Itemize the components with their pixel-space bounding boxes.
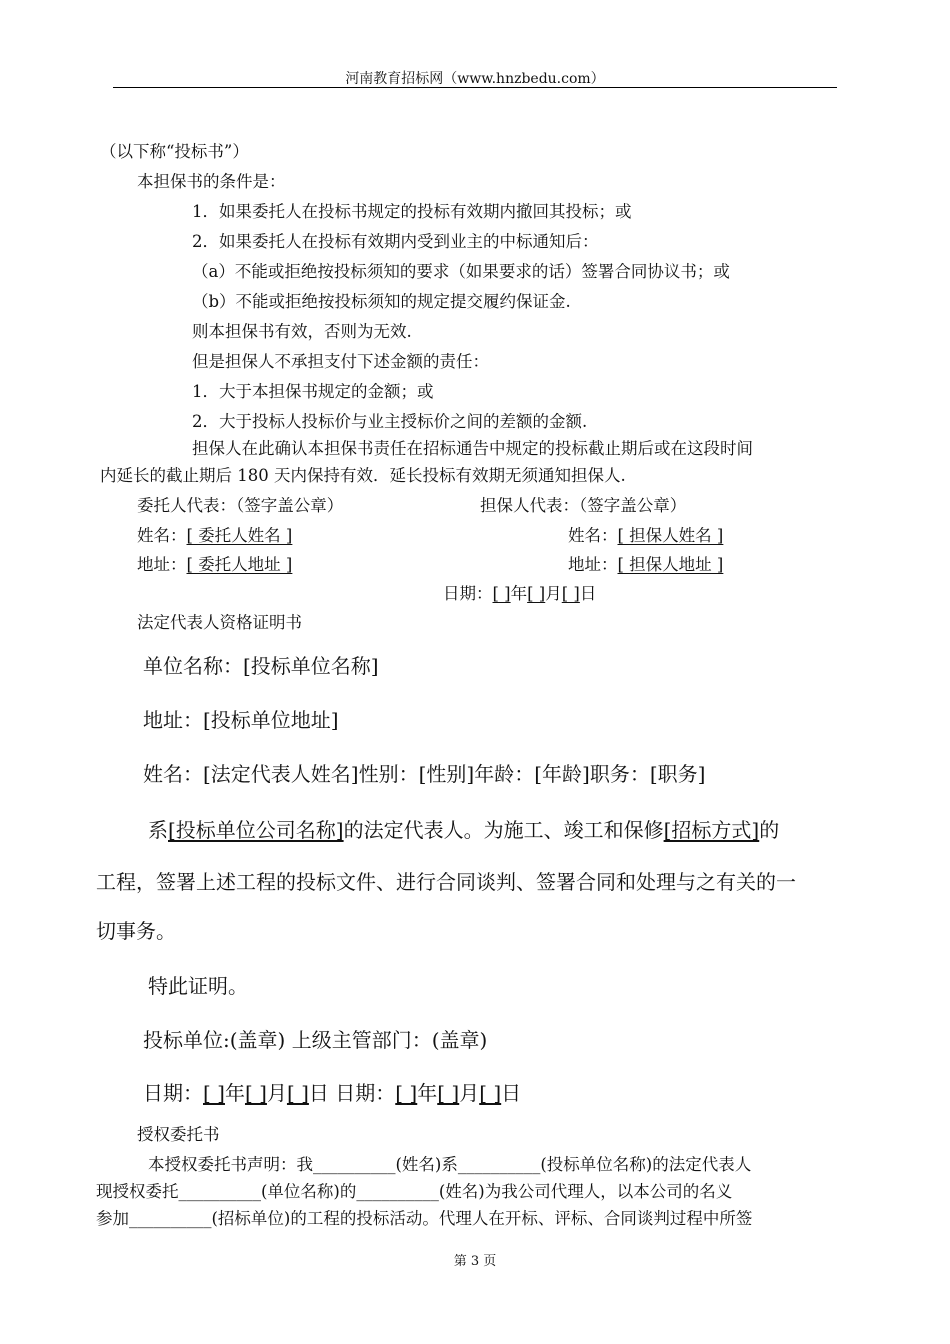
validity-text: 则本担保书有效，否则为无效.	[192, 322, 412, 341]
seals-line: 投标单位:(盖章) 上级主管部门：(盖章)	[143, 1028, 488, 1052]
month-blank: [ ]	[244, 1081, 267, 1105]
day-blank: [ ]	[286, 1081, 309, 1105]
person-info-line: 姓名：[法定代表人姓名]性别：[性别]年龄：[年龄]职务：[职务]	[143, 762, 706, 786]
year-blank-2: [ ]	[395, 1081, 418, 1105]
confirmation-line-1: 担保人在此确认本担保书责任在招标通告中规定的投标截止期后或在这段时间	[192, 439, 753, 458]
year-blank: [ ]	[492, 584, 511, 603]
guarantor-rep-label: 担保人代表：（签字盖公章）	[480, 496, 687, 515]
date-label: 日期：	[143, 1081, 203, 1105]
statement-middle: 的法定代表人。为施工、竣工和保修	[343, 818, 664, 842]
principal-address-row	[137, 551, 292, 575]
month-blank: [ ]	[527, 584, 546, 603]
address-label: 地址：	[137, 555, 187, 574]
guarantor-address-field: [ 担保人地址 ]	[617, 555, 724, 574]
authorization-line-2: 现授权委托__________(单位名称)的__________(姓名)为我公司代理人，以本公司的名义	[96, 1182, 733, 1201]
conditions-title: 本担保书的条件是：	[137, 172, 286, 191]
exclusion-title: 但是担保人不承担支付下述金额的责任：	[192, 352, 489, 371]
authorization-line-3: 参加__________(招标单位)的工程的投标活动。代理人在开标、评标、合同谈判过程中所签	[96, 1209, 753, 1228]
principal-name-field: [ 委托人姓名 ]	[186, 526, 293, 545]
condition-b: （b）不能或拒绝按投标须知的规定提交履约保证金.	[192, 292, 571, 311]
month-label: 月	[545, 584, 562, 603]
date-label: 日期：	[443, 584, 493, 603]
day-label: 日	[579, 584, 597, 603]
company-name-field: [投标单位公司名称]	[168, 818, 344, 842]
page-number: 第 3 页	[453, 1254, 497, 1269]
principal-address-field: [ 委托人地址 ]	[186, 555, 293, 574]
authorization-line-1: 本授权委托书声明：我__________(姓名)系__________(投标单位名称)的法定代表人	[148, 1155, 752, 1174]
statement-end: 的	[759, 818, 780, 842]
guarantor-name-field: [ 担保人姓名 ]	[617, 526, 724, 545]
unit-name-line: 单位名称：[投标单位名称]	[143, 654, 379, 678]
condition-2: 2．如果委托人在投标有效期内受到业主的中标通知后：	[192, 232, 599, 251]
unit-address-line: 地址：[投标单位地址]	[143, 708, 339, 732]
principal-rep-label: 委托人代表：（签字盖公章）	[137, 496, 344, 515]
legal-rep-title: 法定代表人资格证明书	[137, 613, 302, 632]
statement-line-3: 切事务。	[96, 919, 176, 943]
page-header: 河南教育招标网（www.hnzbedu.com）	[345, 71, 605, 87]
condition-1: 1．如果委托人在投标书规定的投标有效期内撤回其投标；或	[192, 202, 632, 221]
day-label-2: 日	[501, 1081, 522, 1105]
principal-name-row	[137, 522, 292, 546]
name-label: 姓名：	[137, 526, 187, 545]
authorization-title: 授权委托书	[137, 1125, 220, 1144]
condition-a: （a）不能或拒绝按投标须知的要求（如果要求的话）签署合同协议书；或	[192, 262, 730, 281]
day-blank: [ ]	[561, 584, 580, 603]
year-label: 年	[224, 1081, 245, 1105]
certify-text: 特此证明。	[148, 974, 248, 998]
month-label: 月	[266, 1081, 287, 1105]
address-label: 地址：	[568, 555, 618, 574]
month-blank-2: [ ]	[437, 1081, 460, 1105]
guarantee-date-row	[443, 580, 596, 604]
statement-line-2: 工程，签署上述工程的投标文件、进行合同谈判、签署合同和处理与之有关的一	[96, 870, 796, 894]
exclusion-2: 2．大于投标人投标价与业主授标价之间的差额的金额.	[192, 412, 588, 431]
name-label: 姓名：	[568, 526, 618, 545]
day-blank-2: [ ]	[479, 1081, 502, 1105]
bid-method-field: [招标方式]	[663, 818, 760, 842]
day-label: 日	[308, 1081, 329, 1105]
guarantor-address-row	[568, 551, 723, 575]
exclusion-1: 1．大于本担保书规定的金额；或	[192, 382, 434, 401]
guarantor-name-row	[568, 522, 723, 546]
intro-text: （以下称“投标书”）	[100, 142, 249, 161]
statement-line-1	[148, 814, 779, 843]
header-rule	[113, 87, 837, 88]
year-label: 年	[510, 584, 528, 603]
year-blank: [ ]	[203, 1081, 225, 1105]
legal-date-row	[143, 1077, 521, 1106]
month-label-2: 月	[459, 1081, 480, 1105]
statement-prefix: 系	[148, 818, 168, 842]
year-label-2: 年	[417, 1081, 438, 1105]
confirmation-line-2: 内延长的截止期后 180 天内保持有效．延长投标有效期无须通知担保人.	[100, 466, 626, 485]
date-label-2: 日期：	[328, 1081, 396, 1105]
